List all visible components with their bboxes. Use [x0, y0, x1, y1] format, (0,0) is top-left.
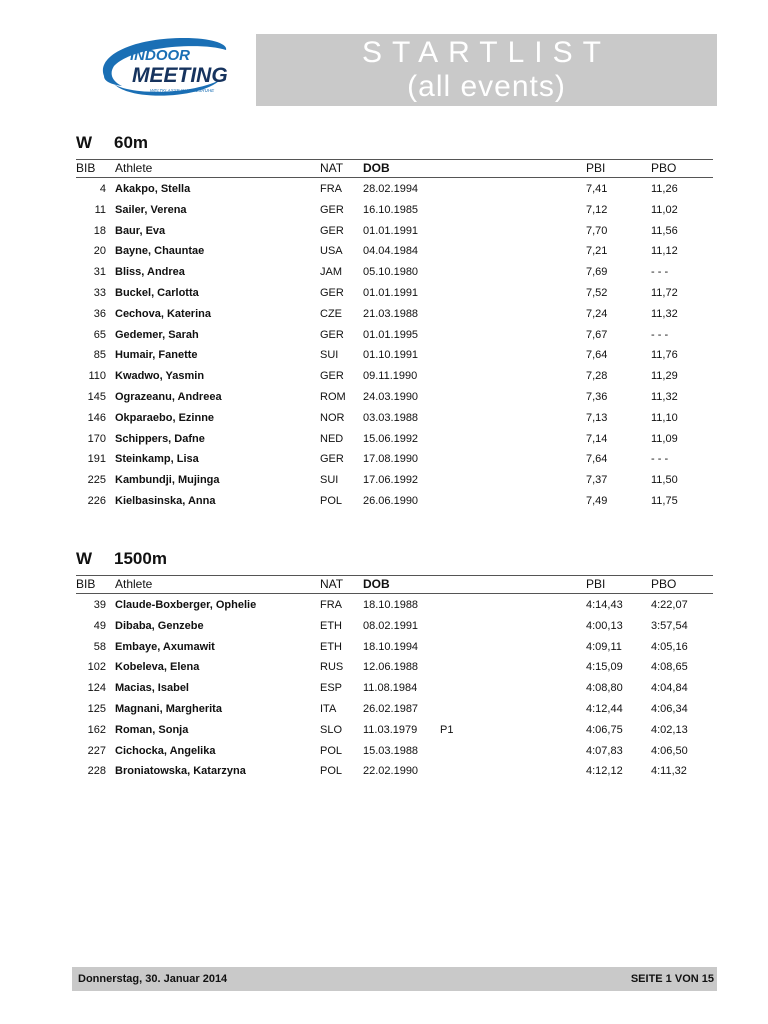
athlete-note [440, 678, 586, 699]
athlete-bib: 124 [87, 682, 106, 695]
athlete-pbo: 11,56 [651, 224, 678, 237]
athlete-name: Embaye, Axumawit [115, 640, 215, 653]
athlete-bib: 146 [87, 411, 106, 424]
athlete-dob: 11.03.1979 [363, 723, 418, 736]
athlete-bib: 58 [93, 640, 106, 653]
event-heading [76, 547, 713, 571]
athlete-dob: 05.10.1980 [363, 266, 419, 279]
athlete-name: Akakpo, Stella [115, 183, 191, 195]
athlete-note [440, 345, 586, 366]
athlete-note [440, 491, 586, 512]
athlete-pbo: 11,32 [651, 307, 678, 320]
athlete-nation: RUS [320, 661, 344, 674]
col-bib-header: BIB [76, 577, 96, 591]
athlete-name: Schippers, Dafne [115, 432, 205, 445]
athlete-pbo: 11,02 [651, 203, 678, 216]
athlete-pbi: 7,36 [586, 390, 608, 403]
athlete-row [76, 408, 713, 429]
athlete-note [440, 470, 586, 491]
athlete-pbo: 11,09 [651, 432, 678, 445]
athlete-pbi: 4:12,44 [586, 702, 623, 715]
athlete-pbi: 7,13 [586, 411, 608, 424]
athlete-nation: ETH [320, 640, 342, 653]
athlete-pbo: 4:08,65 [651, 661, 688, 674]
event-gender: W [76, 549, 93, 568]
athlete-row [76, 345, 713, 366]
col-dob-header: DOB [363, 161, 390, 175]
athlete-bib: 102 [87, 661, 106, 674]
col-bib-header: BIB [76, 161, 96, 175]
athlete-pbi: 4:12,12 [586, 765, 623, 778]
athlete-row [76, 325, 713, 346]
athlete-note [440, 241, 586, 262]
athlete-pbo: 4:11,32 [651, 765, 687, 778]
athlete-dob: 28.02.1994 [363, 183, 419, 195]
athlete-row [76, 304, 713, 325]
col-nat-header: NAT [320, 577, 344, 591]
athlete-row [76, 595, 713, 616]
athlete-pbo: 11,32 [651, 390, 678, 403]
athlete-note [440, 616, 586, 637]
athlete-pbo: 11,75 [651, 494, 678, 507]
athlete-row [76, 429, 713, 450]
athlete-bib: 33 [93, 286, 106, 299]
col-athlete-header: Athlete [115, 161, 153, 175]
athlete-nation: GER [320, 203, 344, 216]
column-header-row [76, 159, 713, 178]
athlete-nation: ROM [320, 390, 346, 403]
athlete-bib: 20 [93, 245, 106, 258]
athlete-pbo: 11,12 [651, 245, 678, 258]
athlete-nation: GER [320, 453, 344, 466]
athlete-pbo: 4:02,13 [651, 723, 688, 736]
athlete-name: Macias, Isabel [115, 682, 189, 695]
athlete-note [440, 657, 586, 678]
athlete-bib: 11 [94, 203, 106, 216]
col-note-header [440, 576, 586, 593]
athlete-dob: 15.03.1988 [363, 744, 419, 757]
athlete-pbi: 4:06,75 [586, 723, 623, 736]
athlete-dob: 01.01.1991 [363, 224, 419, 237]
athlete-nation: GER [320, 286, 344, 299]
athlete-row [76, 449, 713, 470]
athlete-note: P1 [440, 723, 454, 736]
athlete-note [440, 387, 586, 408]
athlete-pbi: 4:08,80 [586, 682, 623, 695]
athlete-nation: GER [320, 224, 344, 237]
athlete-nation: JAM [320, 266, 342, 279]
athlete-nation: POL [320, 765, 343, 778]
athlete-dob: 08.02.1991 [363, 619, 419, 632]
athlete-dob: 16.10.1985 [363, 203, 419, 216]
athlete-bib: 18 [93, 224, 106, 237]
athlete-bib: 226 [87, 494, 106, 507]
athlete-pbi: 7,52 [586, 286, 608, 299]
athlete-bib: 125 [87, 702, 106, 715]
athlete-name: Sailer, Verena [115, 203, 187, 216]
athlete-nation: SUI [320, 474, 339, 487]
athlete-name: Bliss, Andrea [115, 266, 185, 279]
athlete-pbo: 4:04,84 [651, 682, 688, 695]
athlete-nation: FRA [320, 183, 342, 195]
athlete-pbo: 11,10 [651, 411, 678, 424]
svg-text:INDOOR: INDOOR [130, 47, 190, 64]
athlete-nation: SLO [320, 723, 343, 736]
athlete-pbi: 7,67 [586, 328, 608, 341]
athlete-name: Ograzeanu, Andreea [115, 390, 222, 403]
athlete-bib: 227 [87, 744, 106, 757]
athlete-row [76, 366, 713, 387]
athlete-note [440, 200, 586, 221]
athlete-note [440, 741, 586, 762]
event-name: 60m [114, 133, 149, 152]
athlete-bib: 31 [93, 266, 106, 279]
athlete-row [76, 637, 713, 658]
athlete-pbo: - - - [651, 266, 669, 279]
col-pbo-header: PBO [651, 161, 677, 175]
athlete-row [76, 699, 713, 720]
page-footer [72, 967, 717, 991]
athlete-row [76, 616, 713, 637]
athlete-dob: 15.06.1992 [363, 432, 419, 445]
athlete-name: Kobeleva, Elena [115, 661, 200, 674]
event-section-1500m [76, 547, 713, 782]
athlete-pbi: 7,21 [586, 245, 608, 258]
athlete-row [76, 221, 713, 242]
event-section-60m [76, 131, 713, 512]
athlete-list [76, 179, 713, 512]
event-heading [76, 131, 713, 155]
athlete-pbi: 7,24 [586, 307, 608, 320]
svg-text:MEETING: MEETING [132, 64, 228, 87]
title-subtitle: (all events) [407, 70, 566, 103]
event-gender: W [76, 133, 93, 152]
athlete-note [440, 366, 586, 387]
athlete-row [76, 720, 713, 741]
athlete-dob: 21.03.1988 [363, 307, 419, 320]
athlete-note [440, 595, 586, 616]
col-pbo-header: PBO [651, 577, 677, 591]
athlete-pbo: 11,29 [651, 370, 678, 383]
athlete-dob: 12.06.1988 [363, 661, 419, 674]
athlete-row [76, 741, 713, 762]
athlete-note [440, 761, 586, 782]
athlete-name: Dibaba, Genzebe [115, 619, 204, 632]
title-main: STARTLIST [362, 36, 611, 69]
col-pbi-header: PBI [586, 161, 606, 175]
athlete-nation: CZE [320, 307, 342, 320]
athlete-nation: GER [320, 328, 344, 341]
athlete-pbo: 11,76 [651, 349, 678, 362]
athlete-list [76, 595, 713, 782]
athlete-note [440, 408, 586, 429]
athlete-note [440, 304, 586, 325]
col-nat-header: NAT [320, 161, 344, 175]
athlete-row [76, 657, 713, 678]
athlete-pbi: 7,37 [586, 474, 608, 487]
athlete-row [76, 200, 713, 221]
athlete-note [440, 179, 586, 200]
athlete-pbo: 4:05,16 [651, 640, 688, 653]
athlete-name: Kambundji, Mujinga [115, 474, 220, 487]
athlete-pbi: 4:00,13 [586, 619, 623, 632]
athlete-dob: 01.01.1995 [363, 328, 419, 341]
athlete-note [440, 262, 586, 283]
athlete-row [76, 387, 713, 408]
athlete-bib: 65 [93, 328, 106, 341]
athlete-pbi: 7,41 [586, 183, 608, 195]
indoor-meeting-logo [92, 32, 242, 104]
athlete-name: Cichocka, Angelika [115, 744, 216, 757]
athlete-nation: POL [320, 744, 343, 757]
athlete-pbo: 4:06,34 [651, 702, 688, 715]
athlete-pbi: 7,49 [586, 494, 608, 507]
athlete-dob: 22.02.1990 [363, 765, 419, 778]
athlete-dob: 26.02.1987 [363, 702, 419, 715]
footer-date: Donnerstag, 30. Januar 2014 [78, 973, 228, 985]
athlete-pbi: 4:15,09 [586, 661, 623, 674]
athlete-nation: USA [320, 245, 343, 258]
athlete-pbi: 7,12 [586, 203, 608, 216]
athlete-pbi: 4:09,11 [586, 640, 622, 653]
athlete-nation: POL [320, 494, 343, 507]
column-header-row [76, 575, 713, 594]
athlete-name: Kwadwo, Yasmin [115, 370, 205, 383]
athlete-name: Humair, Fanette [115, 349, 198, 362]
col-dob-header: DOB [363, 577, 390, 591]
athlete-name: Broniatowska, Katarzyna [115, 765, 246, 778]
athlete-note [440, 325, 586, 346]
athlete-pbo: 4:22,07 [651, 599, 688, 611]
athlete-bib: 39 [93, 599, 106, 611]
athlete-bib: 225 [87, 474, 106, 487]
athlete-row [76, 491, 713, 512]
athlete-dob: 03.03.1988 [363, 411, 419, 424]
athlete-nation: SUI [320, 349, 339, 362]
athlete-dob: 24.03.1990 [363, 390, 419, 403]
athlete-row [76, 283, 713, 304]
athlete-bib: 110 [88, 370, 106, 383]
col-pbi-header: PBI [586, 577, 606, 591]
footer-page-number: SEITE 1 VON 15 [630, 973, 714, 985]
athlete-bib: 170 [87, 432, 106, 445]
athlete-bib: 145 [87, 390, 106, 403]
athlete-name: Buckel, Carlotta [115, 286, 199, 299]
athlete-nation: FRA [320, 599, 342, 611]
athlete-dob: 11.08.1984 [363, 682, 418, 695]
svg-text:WELTKLASSE IN KARLSRUHE: WELTKLASSE IN KARLSRUHE [150, 88, 215, 93]
athlete-pbo: - - - [651, 453, 669, 466]
col-note-header [440, 160, 586, 177]
athlete-dob: 09.11.1990 [363, 370, 418, 383]
athlete-dob: 18.10.1994 [363, 640, 419, 653]
athlete-nation: ITA [320, 702, 337, 715]
athlete-pbo: - - - [651, 328, 669, 341]
athlete-pbi: 4:07,83 [586, 744, 623, 757]
athlete-bib: 85 [93, 349, 106, 362]
athlete-bib: 162 [87, 723, 106, 736]
athlete-dob: 26.06.1990 [363, 494, 419, 507]
athlete-bib: 36 [93, 307, 106, 320]
athlete-bib: 228 [87, 765, 106, 778]
athlete-note [440, 637, 586, 658]
athlete-name: Baur, Eva [115, 224, 166, 237]
athlete-name: Steinkamp, Lisa [115, 453, 199, 466]
athlete-row [76, 179, 713, 200]
athlete-row [76, 262, 713, 283]
col-athlete-header: Athlete [115, 577, 153, 591]
athlete-pbi: 7,69 [586, 266, 608, 279]
athlete-bib: 49 [93, 619, 106, 632]
athlete-dob: 17.06.1992 [363, 474, 419, 487]
athlete-name: Gedemer, Sarah [115, 328, 199, 341]
athlete-name: Kielbasinska, Anna [115, 494, 216, 507]
athlete-name: Magnani, Margherita [115, 702, 222, 715]
athlete-note [440, 221, 586, 242]
athlete-name: Claude-Boxberger, Ophelie [115, 599, 257, 611]
athlete-pbo: 11,72 [651, 286, 678, 299]
athlete-name: Bayne, Chauntae [115, 245, 205, 258]
athlete-nation: NED [320, 432, 344, 445]
athlete-dob: 17.08.1990 [363, 453, 419, 466]
athlete-row [76, 678, 713, 699]
athlete-row [76, 761, 713, 782]
athlete-pbo: 11,26 [651, 183, 678, 195]
athlete-pbi: 7,64 [586, 349, 608, 362]
athlete-nation: NOR [320, 411, 345, 424]
athlete-pbo: 3:57,54 [651, 619, 688, 632]
athlete-nation: GER [320, 370, 344, 383]
athlete-pbo: 4:06,50 [651, 744, 688, 757]
athlete-dob: 01.01.1991 [363, 286, 419, 299]
athlete-bib: 191 [87, 453, 106, 466]
athlete-pbo: 11,50 [651, 474, 678, 487]
startlist-title-box [256, 34, 717, 106]
athlete-bib: 4 [99, 183, 106, 195]
athlete-dob: 04.04.1984 [363, 245, 419, 258]
athlete-nation: ESP [320, 682, 343, 695]
athlete-note [440, 429, 586, 450]
athlete-row [76, 470, 713, 491]
athlete-row [76, 241, 713, 262]
athlete-pbi: 7,64 [586, 453, 608, 466]
athlete-name: Okparaebo, Ezinne [115, 411, 215, 424]
athlete-note [440, 449, 586, 470]
athlete-note [440, 283, 586, 304]
athlete-name: Roman, Sonja [115, 723, 189, 736]
athlete-note [440, 699, 586, 720]
athlete-dob: 01.10.1991 [363, 349, 419, 362]
event-name: 1500m [114, 549, 167, 568]
athlete-pbi: 7,14 [586, 432, 608, 445]
athlete-pbi: 7,28 [586, 370, 608, 383]
athlete-dob: 18.10.1988 [363, 599, 419, 611]
athlete-pbi: 7,70 [586, 224, 608, 237]
athlete-name: Cechova, Katerina [115, 307, 211, 320]
athlete-pbi: 4:14,43 [586, 599, 623, 611]
athlete-nation: ETH [320, 619, 342, 632]
